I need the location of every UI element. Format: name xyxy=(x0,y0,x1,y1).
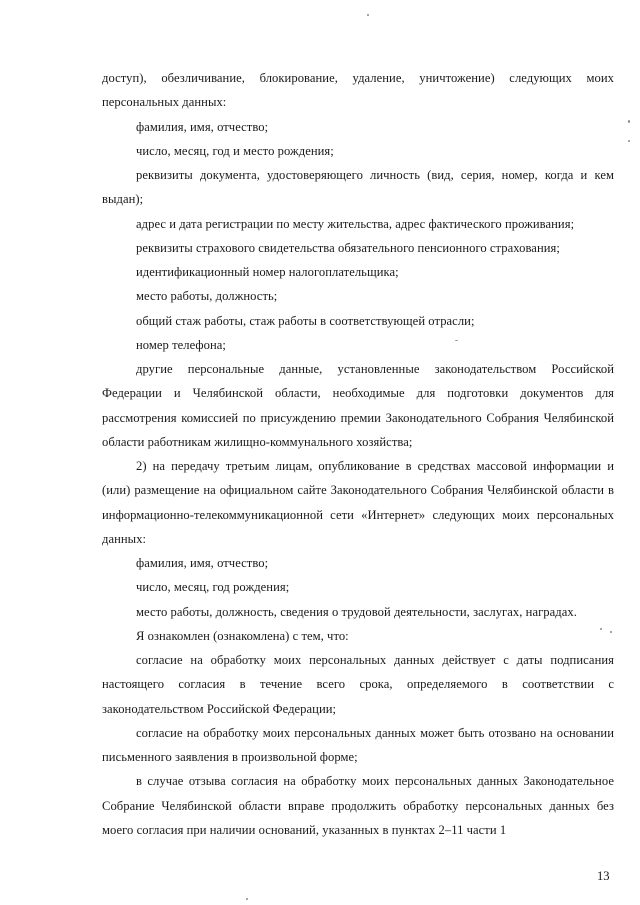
paragraph: Я ознакомлен (ознакомлена) с тем, что: xyxy=(136,628,349,643)
paragraph: фамилия, имя, отчество; xyxy=(136,119,269,134)
paragraph: число, месяц, год и место рождения; xyxy=(136,143,334,158)
scan-speck xyxy=(455,340,458,341)
paragraph: число, месяц, год рождения; xyxy=(136,580,290,595)
scan-speck xyxy=(600,628,602,630)
paragraph: общий стаж работы, стаж работы в соответствующей отрасли; xyxy=(136,313,475,328)
scan-speck xyxy=(628,120,630,123)
paragraph: реквизиты страхового свидетельства обязательного пенсионного страхования; xyxy=(136,240,560,255)
paragraph: номер телефона; xyxy=(136,337,226,352)
paragraph: место работы, должность; xyxy=(136,289,278,304)
paragraph: 2) на передачу третьим лицам, опубликование в средствах массовой информации и (или) размещение на официальном сайте Законодательного Собрания Челябинской области в информационно-телекоммуникационной сети «Интернет» следующих моих персональных данных: xyxy=(102,459,614,546)
scan-speck xyxy=(367,14,369,16)
paragraph: другие персональные данные, установленные законодательством Российской Федерации и Челябинской области, необходимые для подготовки документов для рассмотрения комиссией по присуждению премии Законодательного Собрания Челябинской области работникам жилищно-коммунального хозяйства; xyxy=(102,362,614,449)
scan-speck xyxy=(628,140,630,142)
paragraph: место работы, должность, сведения о трудовой деятельности, заслугах, наградах. xyxy=(136,604,577,619)
paragraph: доступ), обезличивание, блокирование, удаление, уничтожение) следующих моих персональных данных: xyxy=(102,71,614,110)
paragraph: реквизиты документа, удостоверяющего личность (вид, серия, номер, когда и кем выдан); xyxy=(102,168,614,207)
paragraph: идентификационный номер налогоплательщика; xyxy=(136,265,399,279)
paragraph: в случае отзыва согласия на обработку моих персональных данных Законодательное Собрание Челябинской области вправе продолжить обработку персональных данных без моего согласия при наличии оснований, указанных в пунктах 2–11 части 1 xyxy=(102,774,614,837)
scan-speck xyxy=(246,898,248,900)
paragraph: фамилия, имя, отчество; xyxy=(136,556,269,570)
page-number: 13 xyxy=(597,869,610,883)
scan-speck xyxy=(610,631,612,633)
paragraph: согласие на обработку моих персональных данных действует с даты подписания настоящего согласия в течение всего срока, определяемого в соответствии с законодательством Российской Федерации; xyxy=(102,653,614,716)
paragraph: согласие на обработку моих персональных данных может быть отозвано на основании письменного заявления в произвольной форме; xyxy=(102,725,614,764)
document-body xyxy=(102,66,614,842)
paragraph: адрес и дата регистрации по месту жительства, адрес фактического проживания; xyxy=(136,216,575,231)
